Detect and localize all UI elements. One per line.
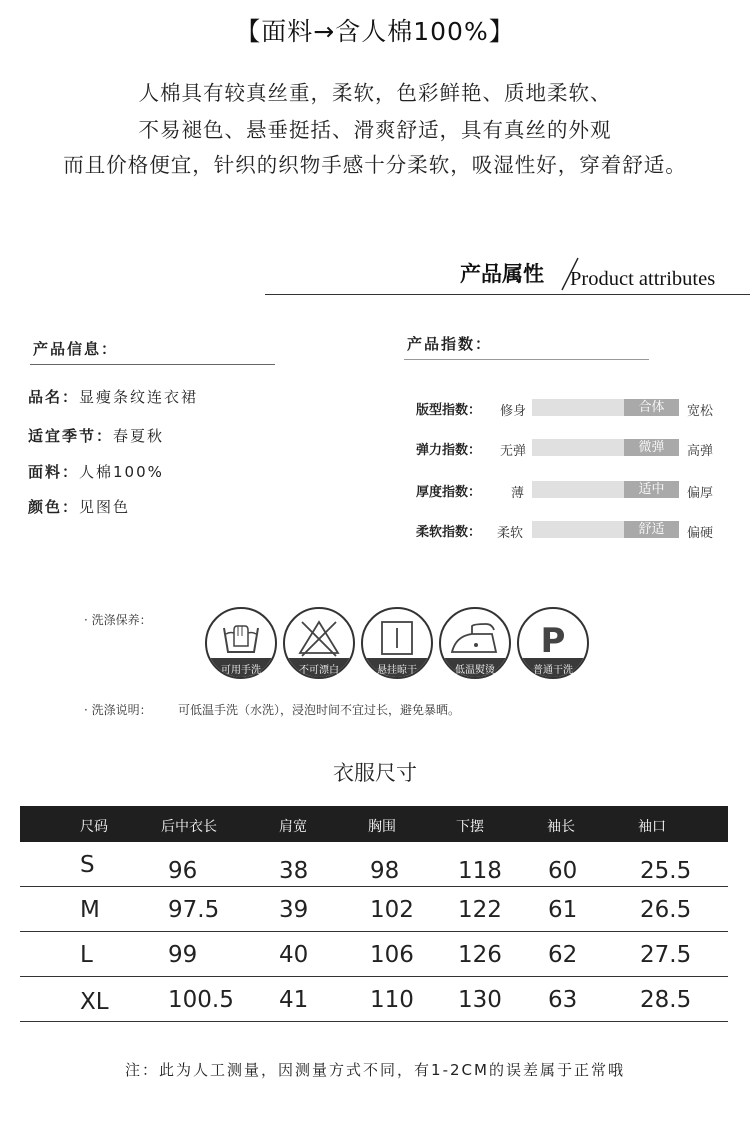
index-marker: 微弹 [624,439,679,456]
index-label: 柔软指数： [416,525,482,540]
table-cell: 100.5 [168,987,234,1013]
header-cell-hem: 下摆 [456,819,484,835]
table-row [20,887,728,932]
table-cell: 106 [370,942,414,968]
table-cell: 62 [548,942,578,968]
info-key: 颜色： [28,498,80,516]
table-cell: 97.5 [168,897,220,923]
care-label: · 洗涤保养： [84,613,152,627]
care-text: 可用手洗 [221,665,261,676]
care-text: 低温熨烫 [455,665,495,676]
table-cell: 98 [370,858,400,884]
wash-instruction-label: · 洗涤说明： [84,703,152,717]
product-info-heading: 产品信息： [33,340,119,358]
table-cell: 130 [458,987,502,1013]
table-cell: 27.5 [640,942,692,968]
header-cell-shoulder: 肩宽 [279,819,307,835]
index-marker: 适中 [624,481,679,498]
info-row-fabric [28,461,164,482]
product-index-heading: 产品指数： [407,335,493,353]
table-cell: 61 [548,897,578,923]
table-cell: 26.5 [640,897,692,923]
care-hand-wash [204,606,278,680]
index-marker: 舒适 [624,521,679,538]
care-hang-dry [360,606,434,680]
index-right-value: 偏硬 [687,526,714,541]
care-text: 普通干洗 [533,665,573,676]
table-cell: 25.5 [640,858,692,884]
header-cell-cuff: 袖口 [638,819,666,835]
size-table-title: 衣服尺寸 [333,761,417,785]
table-cell: 39 [279,897,309,923]
index-track [532,439,679,456]
index-row-thickness [0,481,750,501]
dry-clean-glyph: P [540,621,566,661]
table-cell: 38 [279,858,309,884]
care-text: 悬挂晾干 [377,665,417,676]
table-cell: 118 [458,858,502,884]
attributes-title-cn: 产品属性 [460,261,544,286]
table-row [20,932,728,977]
care-low-iron [438,606,512,680]
index-label: 版型指数： [416,403,482,418]
header-cell-chest: 胸围 [368,819,396,835]
table-cell: 102 [370,897,414,923]
table-cell: 126 [458,942,502,968]
table-cell: 110 [370,987,414,1013]
index-row-fit [0,399,750,419]
index-right-value: 宽松 [687,404,714,419]
index-track [532,521,679,538]
info-value: 显瘦条纹连衣裙 [79,388,199,406]
table-row [20,977,728,1022]
attributes-divider [265,294,750,295]
info-key: 品名： [28,388,80,406]
table-cell: L [80,942,93,968]
table-cell: 122 [458,897,502,923]
table-cell: M [80,897,100,923]
info-key: 面料： [28,463,80,481]
table-cell: 40 [279,942,309,968]
product-info-divider [30,364,275,365]
size-table [20,806,728,1022]
info-key: 适宜季节： [28,427,114,445]
table-cell: 99 [168,942,198,968]
index-track [532,481,679,498]
index-row-softness [0,521,750,541]
size-table-header [20,806,728,842]
info-value: 人棉100% [79,463,164,481]
care-dry-clean [516,606,590,680]
index-row-elasticity [0,439,750,459]
table-cell: 96 [168,858,198,884]
table-cell: 41 [279,987,309,1013]
index-marker: 合体 [624,399,679,416]
table-cell: 28.5 [640,987,692,1013]
info-value: 见图色 [79,498,131,516]
measurement-note: 注：此为人工测量，因测量方式不同，有1-2CM的误差属于正常哦 [125,1061,625,1079]
header-cell-length: 后中衣长 [161,819,217,835]
table-cell: 63 [548,987,578,1013]
description-line-1: 人棉具有较真丝重，柔软，色彩鲜艳、质地柔软、 [138,81,612,105]
index-left-value: 柔软 [497,526,524,541]
care-text: 不可漂白 [299,665,339,676]
index-label: 弹力指数： [416,443,482,458]
table-cell: 60 [548,858,578,884]
description-line-2: 不易褪色、悬垂挺括、滑爽舒适，具有真丝的外观 [138,118,612,142]
table-cell: S [80,852,95,878]
table-cell: XL [80,989,109,1015]
info-value: 春夏秋 [113,427,165,445]
product-index-divider [404,359,649,360]
description-line-3: 而且价格便宜，针织的织物手感十分柔软，吸湿性好，穿着舒适。 [63,153,687,177]
header-cell-size: 尺码 [80,819,108,835]
table-row [20,842,728,887]
attributes-title-en: Product attributes [570,268,716,290]
header-cell-sleeve: 袖长 [547,819,575,835]
fabric-title: 【面料→含人棉100%】 [235,17,515,46]
index-right-value: 偏厚 [687,486,714,501]
index-right-value: 高弹 [687,444,714,459]
index-left-value: 无弹 [500,444,527,459]
index-label: 厚度指数： [416,485,482,500]
index-track [532,399,679,416]
index-left-value: 修身 [500,404,527,419]
index-left-value: 薄 [511,486,525,501]
care-no-bleach [282,606,356,680]
wash-instruction-text: 可低温手洗（水洗），浸泡时间不宜过长，避免暴晒。 [178,703,461,717]
